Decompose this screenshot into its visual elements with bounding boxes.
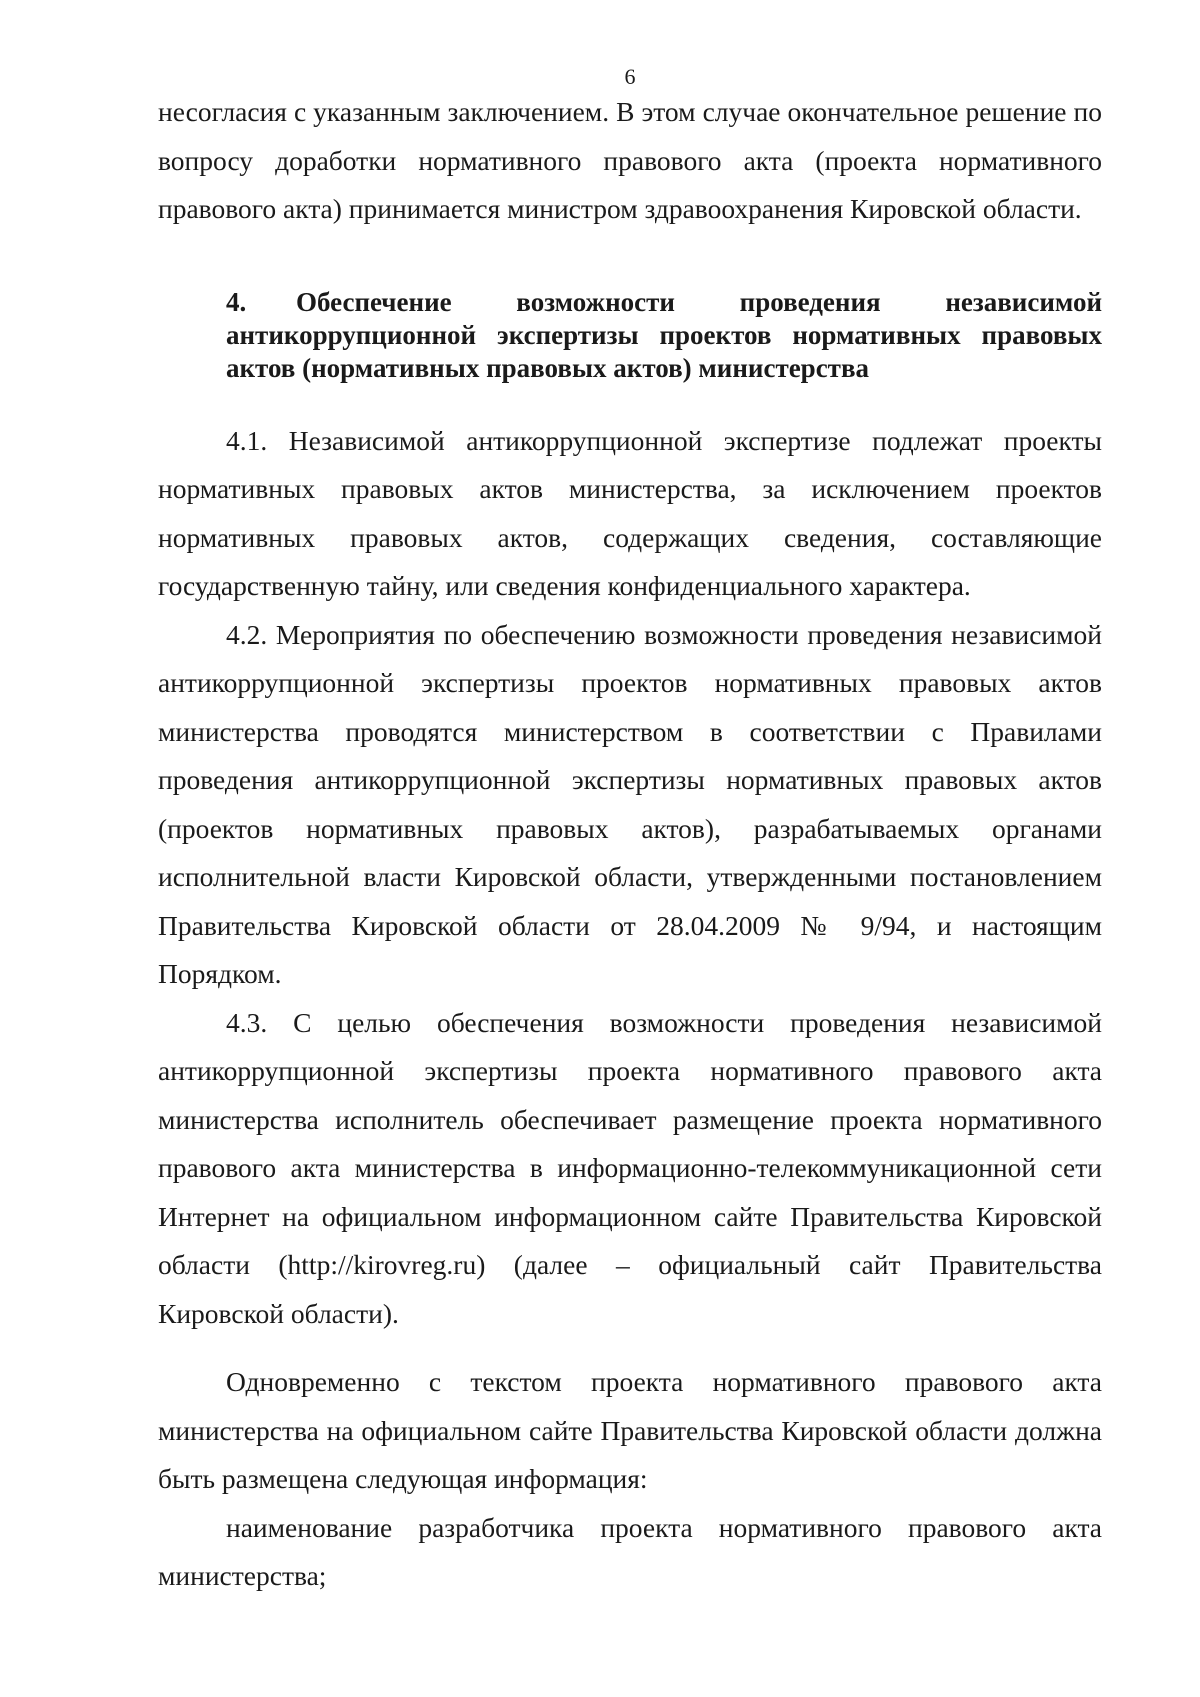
section-number: 4. <box>226 286 247 317</box>
paragraph-4-1: 4.1. Независимой антикоррупционной экспертизе подлежат проекты нормативных правовых актов министерства, за исключением проектов нормативных правовых актов, содержащих сведения, составляющие государственную тайну, или сведения конфиденциального характера. <box>158 424 1102 601</box>
paragraph-simultaneous: Одновременно с текстом проекта нормативного правового акта министерства на официальном сайте Правительства Кировской области должна быть размещена следующая информация: <box>158 1366 1102 1494</box>
paragraph-continuation: несогласия с указанным заключением. В этом случае окончательное решение по вопросу доработки нормативного правового акта (проекта нормативного правового акта) принимается министром здравоохранения Кировской области. <box>158 96 1102 224</box>
page-number: 6 <box>624 64 636 89</box>
section-title: Обеспечение возможности проведения независимой антикоррупционной экспертизы проектов нормативных правовых актов (нормативных правовых актов) министерства <box>226 286 1102 383</box>
paragraph-4-2: 4.2. Мероприятия по обеспечению возможности проведения независимой антикоррупционной экспертизы проектов нормативных правовых актов министерства проводятся министерством в соответствии с Правилами проведения антикоррупционной экспертизы нормативных правовых актов (проектов нормативных правовых актов), разрабатываемых органами исполнительной власти Кировской области, утвержденными постановлением Правительства Кировской области от 28.04.2009 № 9/94, и настоящим Порядком. <box>158 618 1102 989</box>
paragraph-developer: наименование разработчика проекта нормативного правового акта министерства; <box>158 1511 1102 1591</box>
paragraph-4-3: 4.3. С целью обеспечения возможности проведения независимой антикоррупционной экспертизы проекта нормативного правового акта министерства исполнитель обеспечивает размещение проекта нормативного правового акта министерства в информационно-телекоммуникационной сети Интернет на официальном информационном сайте Правительства Кировской области (http://kirovreg.ru) (далее – официальный сайт Правительства Кировской области). <box>158 1006 1102 1329</box>
section-heading <box>158 286 1102 385</box>
document-body <box>158 88 1102 1601</box>
